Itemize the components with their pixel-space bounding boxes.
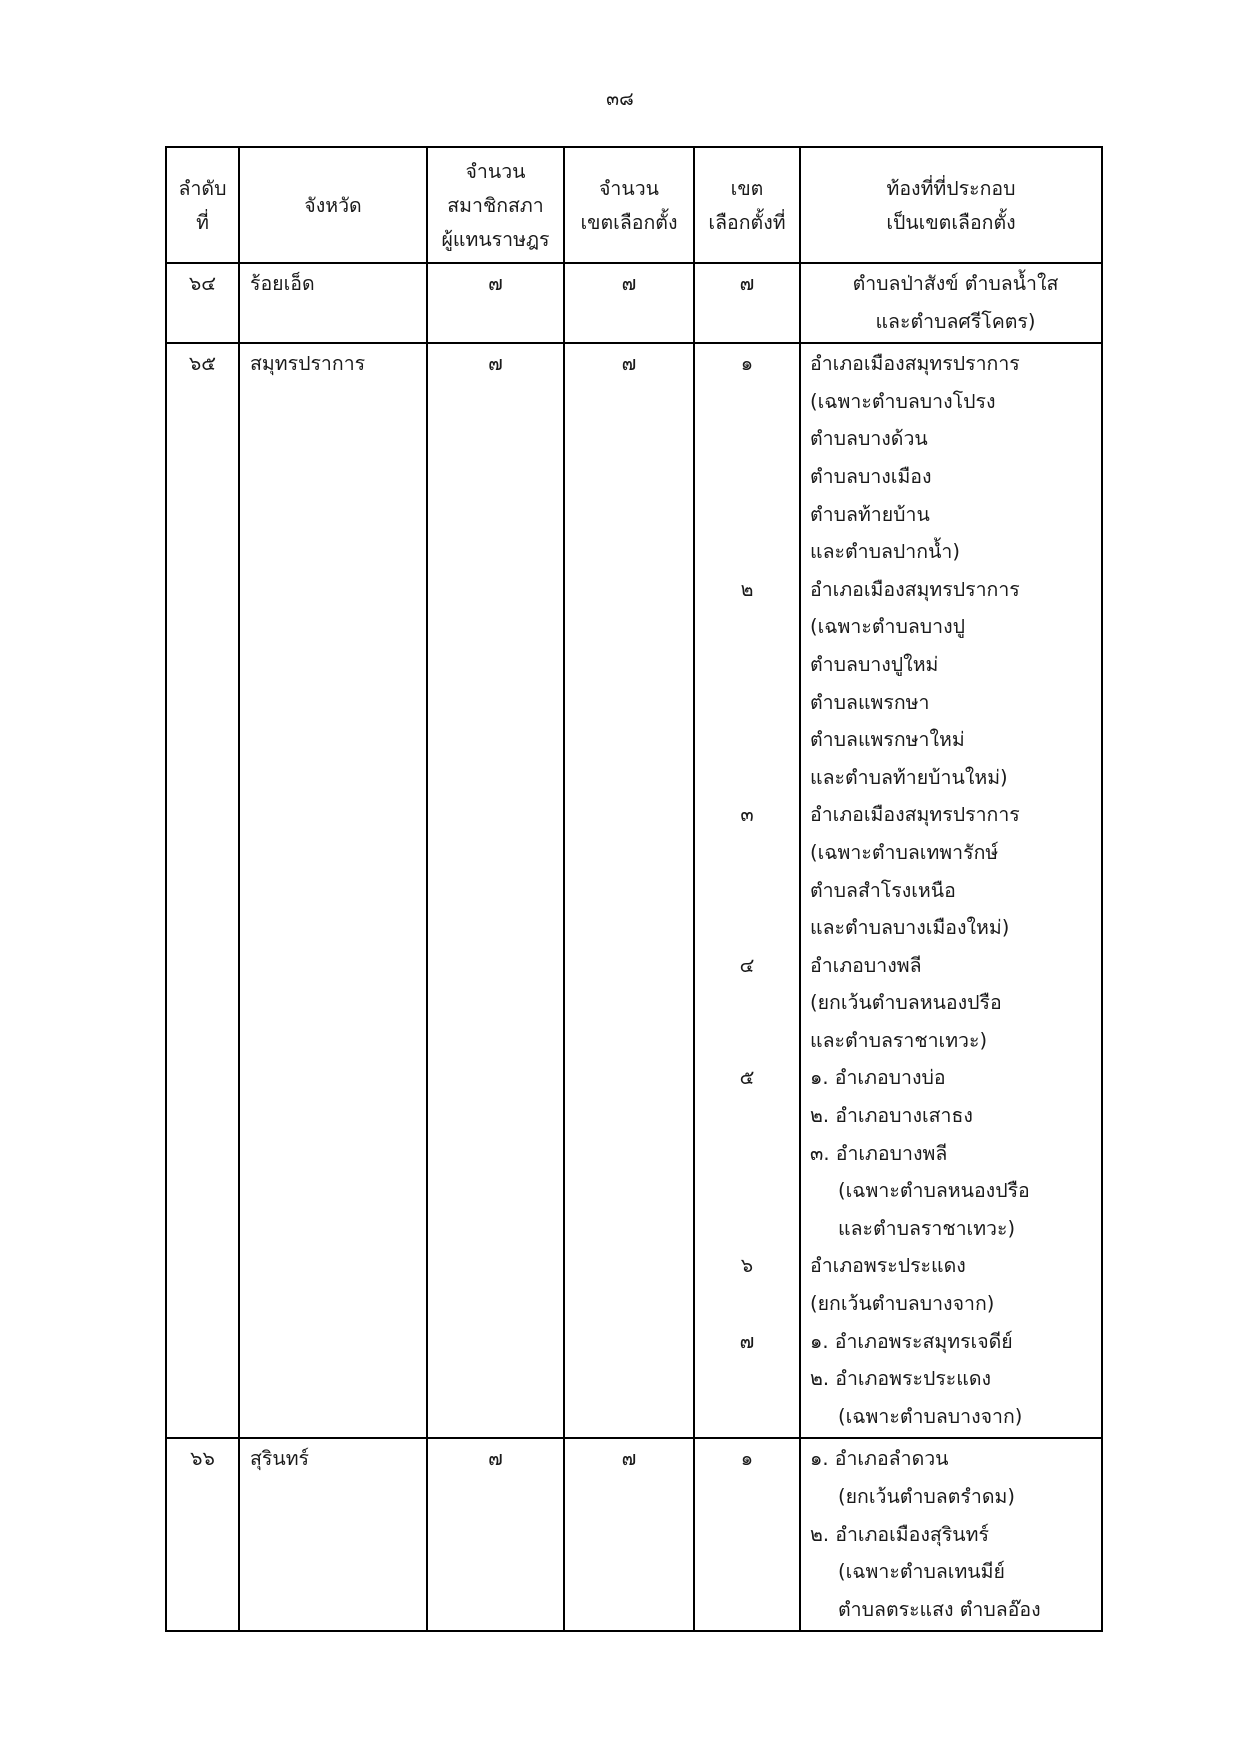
area-line: อำเภอเมืองสมุทรปราการ: [810, 803, 1020, 827]
district-no: [695, 496, 799, 534]
header-line: เขต: [730, 177, 764, 200]
member-count-cell: [427, 343, 564, 1438]
district-no: [695, 1022, 799, 1060]
member-count-cell: [427, 263, 564, 343]
district-no: ๕: [739, 1066, 755, 1090]
header-line: สมาชิกสภา: [447, 194, 544, 217]
district-no-cell: [694, 1438, 800, 1631]
district-no: ๑: [740, 1447, 754, 1471]
area-line: และตำบลราชาเทวะ): [810, 1028, 988, 1052]
province-cell: [239, 263, 427, 343]
header-line: เขตเลือกตั้ง: [580, 211, 678, 234]
header-line: ผู้แทนราษฎร: [441, 228, 550, 251]
header-area: [800, 147, 1102, 263]
district-no: ๖: [740, 1254, 754, 1278]
member-count-cell-text: ๗: [488, 352, 503, 376]
district-no: [695, 1591, 799, 1629]
area-line: ตำบลบางปูใหม่: [810, 652, 939, 676]
area-line: (เฉพาะตำบลบางโปรง: [810, 389, 996, 413]
district-no: [695, 1210, 799, 1248]
area-line: อำเภอเมืองสมุทรปราการ: [810, 577, 1020, 601]
table-row: [166, 263, 1102, 343]
district-no: [695, 458, 799, 496]
area-line: และตำบลศรีโคตร): [875, 309, 1036, 333]
district-no: [695, 984, 799, 1022]
province-cell-text: ร้อยเอ็ด: [250, 272, 315, 295]
order-no-cell-text: ๖๔: [188, 272, 217, 295]
province-cell: [239, 343, 427, 1438]
order-no-cell: [166, 263, 239, 343]
district-no: [695, 1172, 799, 1210]
area-line: (ยกเว้นตำบลหนองปรือ: [810, 991, 1002, 1015]
area-line: และตำบลราชาเทวะ): [838, 1216, 1016, 1240]
area-line: ๒. อำเภอพระประแดง: [810, 1367, 992, 1391]
district-no: ๗: [739, 272, 755, 295]
district-no: [695, 303, 799, 341]
header-line: จำนวน: [599, 177, 659, 200]
order-no-cell-text: ๖๕: [188, 352, 217, 376]
district-count-cell-text: ๗: [621, 1447, 637, 1471]
district-no: ๗: [739, 1329, 755, 1353]
area-line: ๒. อำเภอเมืองสุรินทร์: [810, 1522, 989, 1546]
header-member-count: [427, 147, 564, 263]
area-line: ๓. อำเภอบางพลี: [810, 1141, 948, 1165]
district-count-cell-text: ๗: [621, 352, 637, 376]
district-no: [695, 1398, 799, 1436]
district-no: [695, 608, 799, 646]
district-no: [695, 1360, 799, 1398]
district-no: [695, 909, 799, 947]
area-line: และตำบลปากน้ำ): [810, 540, 960, 564]
area-line: อำเภอเมืองสมุทรปราการ: [810, 352, 1020, 376]
area-line: ๑. อำเภอบางบ่อ: [810, 1066, 946, 1090]
area-line: อำเภอบางพลี: [810, 953, 922, 977]
district-no: [695, 646, 799, 684]
district-no: [695, 420, 799, 458]
area-line: (เฉพาะตำบลบางจาก): [838, 1404, 1023, 1428]
header-line: จังหวัด: [304, 194, 362, 217]
member-count-cell-text: ๗: [488, 272, 503, 295]
page-number: ๓๘: [606, 88, 634, 110]
area-line: และตำบลท้ายบ้านใหม่): [810, 765, 1008, 789]
header-order-no: [166, 147, 239, 263]
header-line: เลือกตั้งที่: [708, 211, 786, 234]
member-count-cell-text: ๗: [488, 1447, 503, 1471]
district-no: ๑: [740, 352, 754, 376]
district-no: [695, 721, 799, 759]
header-line: ที่: [196, 211, 209, 234]
province-cell-text: สมุทรปราการ: [250, 352, 366, 376]
district-no: [695, 759, 799, 797]
header-line: จำนวน: [465, 160, 526, 183]
district-count-cell: [564, 263, 694, 343]
district-no: [695, 533, 799, 571]
header-line: ลำดับ: [178, 177, 227, 200]
area-cell: [800, 263, 1102, 343]
area-line: ตำบลบางด้วน: [810, 427, 928, 451]
district-no: [695, 1097, 799, 1135]
constituency-table: [165, 146, 1103, 1632]
area-line: ตำบลแพรกษา: [810, 690, 930, 714]
district-no: [695, 684, 799, 722]
header-line: ท้องที่ที่ประกอบ: [886, 177, 1016, 200]
province-cell-text: สุรินทร์: [250, 1447, 310, 1471]
district-no: ๔: [739, 953, 755, 977]
area-line: (เฉพาะตำบลเทนมีย์: [838, 1560, 1005, 1584]
district-no: ๓: [740, 803, 754, 827]
table-body: [166, 263, 1102, 1631]
area-line: ๒. อำเภอบางเสาธง: [810, 1104, 973, 1128]
area-line: อำเภอพระประแดง: [810, 1254, 966, 1278]
table-row: [166, 343, 1102, 1438]
table-row: [166, 1438, 1102, 1631]
province-cell: [239, 1438, 427, 1631]
area-line: ตำบลแพรกษาใหม่: [810, 728, 965, 752]
area-line: ตำบลตระแสง ตำบลอ๊อง: [838, 1597, 1041, 1621]
district-no: [695, 1135, 799, 1173]
order-no-cell-text: ๖๖: [190, 1447, 215, 1471]
area-line: (ยกเว้นตำบลตรำดม): [838, 1485, 1015, 1508]
district-no-cell: [694, 343, 800, 1438]
district-no: ๒: [740, 577, 754, 601]
district-no: [695, 834, 799, 872]
header-district-count: [564, 147, 694, 263]
area-line: ตำบลบางเมือง: [810, 464, 932, 488]
header-row: [166, 147, 1102, 263]
district-no: [695, 1285, 799, 1323]
header-province: [239, 147, 427, 263]
district-no: [695, 1553, 799, 1591]
area-line: ตำบลสำโรงเหนือ: [810, 878, 956, 902]
area-line: ตำบลท้ายบ้าน: [810, 502, 930, 526]
area-line: ตำบลป่าสังข์ ตำบลน้ำใส: [852, 272, 1059, 295]
area-line: (เฉพาะตำบลหนองปรือ: [838, 1179, 1030, 1203]
area-line: ๑. อำเภอพระสมุทรเจดีย์: [810, 1329, 1013, 1353]
area-line: ๑. อำเภอลำดวน: [810, 1447, 949, 1471]
area-line: (ยกเว้นตำบลบางจาก): [810, 1292, 995, 1316]
header-line: เป็นเขตเลือกตั้ง: [886, 211, 1016, 234]
district-no: [695, 872, 799, 910]
member-count-cell: [427, 1438, 564, 1631]
district-count-cell: [564, 1438, 694, 1631]
district-no: [695, 1516, 799, 1554]
header-district-no: [694, 147, 800, 263]
district-no: [695, 383, 799, 421]
area-cell: [800, 343, 1102, 1438]
district-no-cell: [694, 263, 800, 343]
area-cell: [800, 1438, 1102, 1631]
area-line: (เฉพาะตำบลเทพารักษ์: [810, 840, 999, 864]
order-no-cell: [166, 1438, 239, 1631]
table-header: [166, 147, 1102, 263]
area-line: (เฉพาะตำบลบางปู: [810, 615, 966, 639]
district-no: [695, 1478, 799, 1516]
district-count-cell-text: ๗: [621, 272, 637, 295]
district-count-cell: [564, 343, 694, 1438]
area-line: และตำบลบางเมืองใหม่): [810, 916, 1010, 940]
order-no-cell: [166, 343, 239, 1438]
